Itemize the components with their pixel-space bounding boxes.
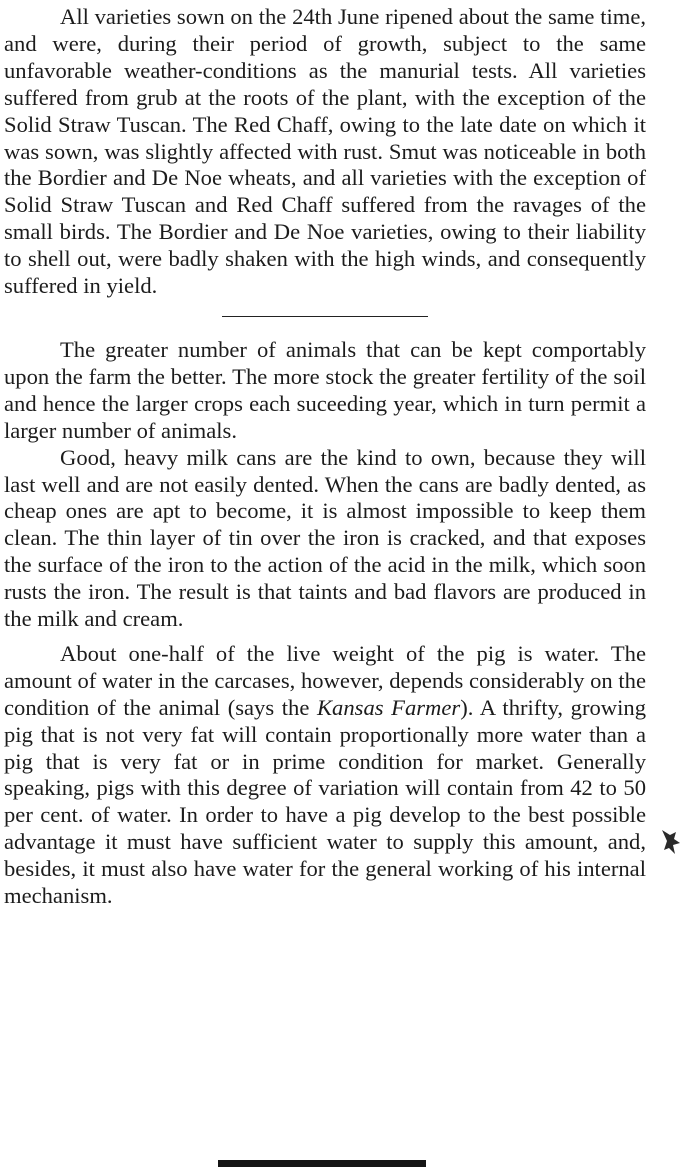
section-divider [222,316,428,317]
source-publication: Kansas Farmer [316,694,461,720]
pig-water-text-end: ). A thrifty, growing pig that is not very fat will contain proportionally more water than a pig that is very fat or in prime condition for market. Generally speaking, pigs with this degree of variation will contain from 42 to 50 per cent. of water. In order to have a pig develop to the best possible advantage it must have sufficient water to supply this amount, and, besides, it must also have water for the general working of his internal mechanism. [4,694,646,909]
ink-blot-mark [660,826,686,866]
pig-water-text-start: About one-half of the live weight of the pig is water. The amount of water in the carcases, however, depends considerably on the condition of the animal (says the [4,640,646,720]
paragraph-pig-water [4,641,646,910]
bottom-divider [218,1160,426,1167]
paragraph-milk-cans: Good, heavy milk cans are the kind to own, because they will last well and are not easily dented. When the cans are badly dented, as cheap ones are apt to become, it is almost impossible to keep them clean. The thin layer of tin over the iron is cracked, and that exposes the surface of the iron to the action of the acid in the milk, which soon rusts the iron. The result is that taints and bad flavors are produced in the milk and cream. [4,444,646,632]
paragraph-animals: The greater number of animals that can be kept comportably upon the farm the better. The more stock the greater fertility of the soil and hence the larger crops each suceeding year, which in turn permit a larger number of animals. [4,336,646,443]
paragraph-wheat-varieties: All varieties sown on the 24th June ripened about the same time, and were, during their period of growth, subject to the same unfavorable weather-conditions as the manurial tests. All varieties suffered from grub at the roots of the plant, with the exception of the Solid Straw Tuscan. The Red Chaff, owing to the late date on which it was sown, was slightly affected with rust. Smut was noticeable in both the Bordier and De Noe wheats, and all varieties with the exception of Solid Straw Tuscan and Red Chaff suffered from the ravages of the small birds. The Bordier and De Noe varieties, owing to their liability to shell out, were badly shaken with the high winds, and consequently suffered in yield. [4,4,646,299]
article-column [4,0,646,910]
